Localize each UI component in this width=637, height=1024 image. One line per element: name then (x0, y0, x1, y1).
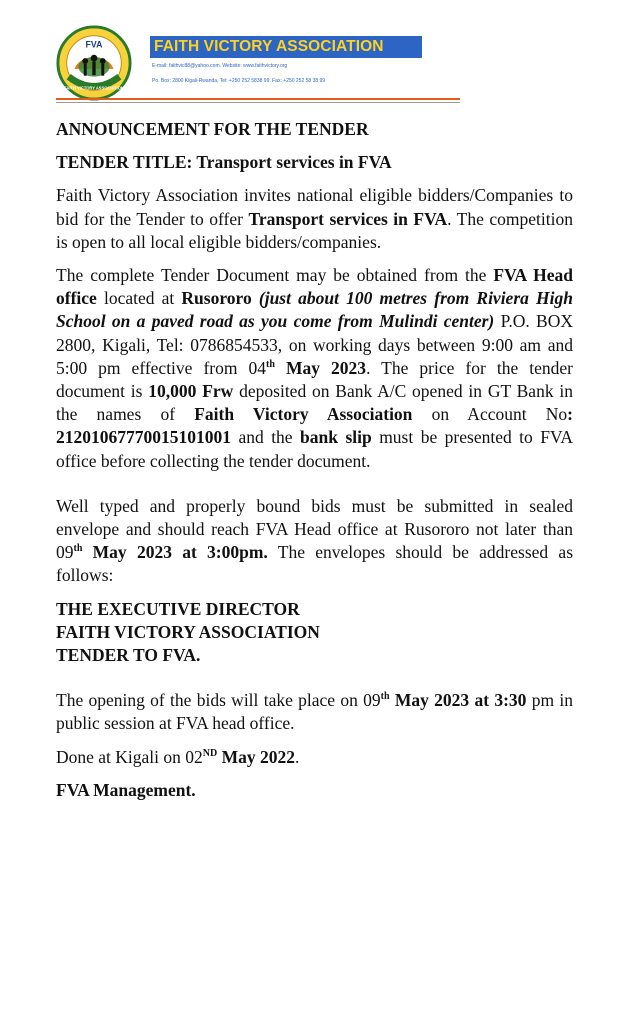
address-line-3: TENDER TO FVA. (56, 645, 201, 666)
contact-address-phone: Po. Box: 2800 Kigali-Rwanda, Tel: +250 252 5838 99. Fax: +250 252 58 38 99 (152, 78, 326, 84)
address-line-2: FAITH VICTORY ASSOCIATION (56, 621, 320, 642)
fva-logo (55, 24, 133, 102)
address-block (56, 598, 573, 668)
announcement-heading: ANNOUNCEMENT FOR THE TENDER (56, 119, 369, 139)
tender-title: TENDER TITLE: Transport services in FVA (56, 152, 392, 173)
header-rule (56, 98, 460, 100)
letterhead (0, 0, 637, 110)
contact-email-website: E-mail: faithvic88@yahoo.com. Website: www.faithvictory.org (152, 63, 288, 69)
header-rule-thin (56, 102, 460, 103)
paragraph-document-details: The complete Tender Document may be obtained from the FVA Head office located at Rusororo (just about 100 metres from Riviera High School on a paved road as you come from Mulindi center) P.O. BOX 2800, Kigali, Tel: 0786854533, on working days between 9:00 am and 5:00 pm effective from 04th May 2023. The price for the tender document is 10,000 Frw deposited on Bank A/C opened in GT Bank in the names of Faith Victory Association on Account No: 21201067770015101001 and the bank slip must be presented to FVA office before collecting the tender document. (56, 265, 574, 471)
signature: FVA Management. (56, 779, 196, 800)
announcement-body (56, 118, 573, 802)
address-line-1: THE EXECUTIVE DIRECTOR (56, 598, 300, 619)
logo-text: FVA (85, 39, 103, 50)
paragraph-opening: The opening of the bids will take place on 09th May 2023 at 3:30 pm in public session at FVA head office. (56, 690, 573, 734)
paragraph-submission: Well typed and properly bound bids must be submitted in sealed envelope and should reach FVA Head office at Rusororo not later than 09th May 2023 at 3:00pm. The envelopes should be addressed as follows: (56, 495, 574, 586)
org-name-banner: FAITH VICTORY ASSOCIATION (150, 36, 422, 58)
logo-ring-text: FAITH VICTORY ASSOCIATION (64, 85, 124, 91)
paragraph-invitation: Faith Victory Association invites national eligible bidders/Companies to bid for the Tender to offer Transport services in FVA. The competition is open to all local eligible bidders/companies. (56, 185, 573, 252)
done-at-line: Done at Kigali on 02ND May 2022. (56, 746, 300, 767)
